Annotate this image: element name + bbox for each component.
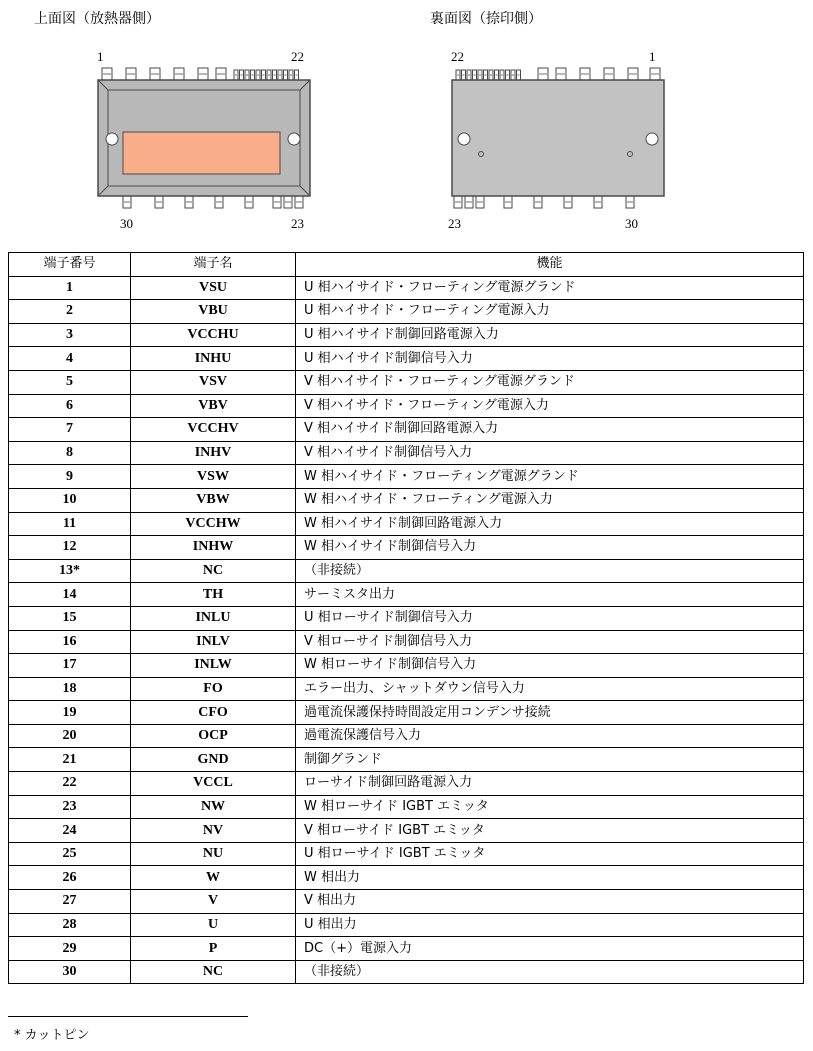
- pin-number-cell: 29: [9, 937, 131, 961]
- bottom-view-pin22-label: 22: [451, 49, 464, 64]
- pin-number-cell: 20: [9, 724, 131, 748]
- pin-name-cell: VCCHU: [131, 323, 296, 347]
- top-view-lower-pins: [123, 196, 303, 208]
- bottom-view-package-drawing: [444, 58, 674, 218]
- function-cell: V 相ハイサイド・フローティング電源グランド: [296, 370, 804, 394]
- pin-number-cell: 17: [9, 654, 131, 678]
- bottom-view-package-body: [452, 80, 664, 196]
- pin-number-cell: 6: [9, 394, 131, 418]
- bottom-view-label: 裏面図（捺印側）: [430, 11, 542, 27]
- pin-number-cell: 10: [9, 488, 131, 512]
- pin-number-cell: 21: [9, 748, 131, 772]
- table-row: [9, 512, 804, 536]
- heatsink-pad: [123, 132, 280, 174]
- pin-name-cell: INLV: [131, 630, 296, 654]
- function-cell: U 相ハイサイド・フローティング電源入力: [296, 300, 804, 324]
- function-cell: U 相ローサイド制御信号入力: [296, 606, 804, 630]
- pin-name-cell: INLW: [131, 654, 296, 678]
- function-cell: 過電流保護保持時間設定用コンデンサ接続: [296, 701, 804, 725]
- bottom-view-lower-pins: [454, 196, 634, 208]
- header-pin-name: 端子名: [131, 253, 296, 277]
- top-view-mounting-hole-left: [106, 133, 118, 145]
- pin-name-cell: INHU: [131, 347, 296, 371]
- top-view-pin23-label: 23: [291, 216, 304, 231]
- pin-name-cell: NV: [131, 819, 296, 843]
- table-row: [9, 394, 804, 418]
- function-cell: サーミスタ出力: [296, 583, 804, 607]
- top-view-mounting-hole-right: [288, 133, 300, 145]
- pin-number-cell: 2: [9, 300, 131, 324]
- table-row: [9, 488, 804, 512]
- function-cell: エラー出力、シャットダウン信号入力: [296, 677, 804, 701]
- pin-number-cell: 24: [9, 819, 131, 843]
- table-row: [9, 465, 804, 489]
- pin-name-cell: FO: [131, 677, 296, 701]
- pin-number-cell: 4: [9, 347, 131, 371]
- pin-number-cell: 7: [9, 418, 131, 442]
- function-cell: W 相ハイサイド制御信号入力: [296, 536, 804, 560]
- pin-number-cell: 13*: [9, 559, 131, 583]
- table-row: [9, 536, 804, 560]
- pin-number-cell: 5: [9, 370, 131, 394]
- table-row: [9, 748, 804, 772]
- bottom-view-pin30-label: 30: [625, 216, 638, 231]
- pin-number-cell: 12: [9, 536, 131, 560]
- table-row: [9, 960, 804, 984]
- pin-name-cell: VBW: [131, 488, 296, 512]
- pin-number-cell: 18: [9, 677, 131, 701]
- top-view-upper-pins: [102, 68, 299, 80]
- function-cell: U 相ハイサイド制御回路電源入力: [296, 323, 804, 347]
- function-cell: U 相出力: [296, 913, 804, 937]
- pin-number-cell: 28: [9, 913, 131, 937]
- pin-name-cell: CFO: [131, 701, 296, 725]
- top-view-pin30-label: 30: [120, 216, 133, 231]
- pin-number-cell: 8: [9, 441, 131, 465]
- table-row: [9, 583, 804, 607]
- table-row: [9, 866, 804, 890]
- table-row: [9, 276, 804, 300]
- pin-name-cell: NW: [131, 795, 296, 819]
- function-cell: （非接続）: [296, 960, 804, 984]
- pin-number-cell: 11: [9, 512, 131, 536]
- pin-name-cell: NU: [131, 842, 296, 866]
- pin-name-cell: TH: [131, 583, 296, 607]
- table-row: [9, 559, 804, 583]
- pin-name-cell: VSU: [131, 276, 296, 300]
- pin-name-cell: U: [131, 913, 296, 937]
- pin-number-cell: 30: [9, 960, 131, 984]
- function-cell: W 相出力: [296, 866, 804, 890]
- table-row: [9, 347, 804, 371]
- bottom-view-upper-pins: [456, 68, 660, 80]
- pin-name-cell: VBV: [131, 394, 296, 418]
- function-cell: W 相ハイサイド・フローティング電源グランド: [296, 465, 804, 489]
- footnote: * カットピン: [14, 1028, 90, 1043]
- pin-name-cell: GND: [131, 748, 296, 772]
- pin-number-cell: 1: [9, 276, 131, 300]
- footnote-rule: [8, 1016, 248, 1017]
- function-cell: ローサイド制御回路電源入力: [296, 772, 804, 796]
- top-view-pin22-label: 22: [291, 49, 304, 64]
- top-view-package-drawing: [90, 58, 320, 218]
- table-row: [9, 819, 804, 843]
- function-cell: 制御グランド: [296, 748, 804, 772]
- table-row: [9, 701, 804, 725]
- function-cell: U 相ハイサイド・フローティング電源グランド: [296, 276, 804, 300]
- function-cell: V 相ローサイド IGBT エミッタ: [296, 819, 804, 843]
- table-header-row: [9, 253, 804, 277]
- pin-number-cell: 25: [9, 842, 131, 866]
- table-row: [9, 890, 804, 914]
- table-row: [9, 677, 804, 701]
- pin-assignment-table: [8, 252, 804, 984]
- table-row: [9, 606, 804, 630]
- table-row: [9, 795, 804, 819]
- header-pin-number: 端子番号: [9, 253, 131, 277]
- table-row: [9, 724, 804, 748]
- function-cell: U 相ハイサイド制御信号入力: [296, 347, 804, 371]
- table-row: [9, 772, 804, 796]
- pin-name-cell: NC: [131, 559, 296, 583]
- pin-number-cell: 27: [9, 890, 131, 914]
- bottom-view-mounting-hole-left: [458, 133, 470, 145]
- function-cell: W 相ローサイド制御信号入力: [296, 654, 804, 678]
- pin-number-cell: 23: [9, 795, 131, 819]
- pin-name-cell: VCCHV: [131, 418, 296, 442]
- pin-name-cell: INLU: [131, 606, 296, 630]
- function-cell: V 相ハイサイド制御回路電源入力: [296, 418, 804, 442]
- function-cell: V 相ハイサイド制御信号入力: [296, 441, 804, 465]
- table-row: [9, 630, 804, 654]
- top-view-pin1-label: 1: [97, 49, 104, 64]
- pin-number-cell: 26: [9, 866, 131, 890]
- table-row: [9, 441, 804, 465]
- pin-name-cell: NC: [131, 960, 296, 984]
- pin-number-cell: 3: [9, 323, 131, 347]
- pin-number-cell: 14: [9, 583, 131, 607]
- table-row: [9, 654, 804, 678]
- pin-number-cell: 15: [9, 606, 131, 630]
- pin-number-cell: 22: [9, 772, 131, 796]
- bottom-view-pin23-label: 23: [448, 216, 461, 231]
- top-view-label: 上面図（放熱器側）: [34, 11, 160, 27]
- pin-name-cell: INHW: [131, 536, 296, 560]
- function-cell: W 相ローサイド IGBT エミッタ: [296, 795, 804, 819]
- function-cell: DC（+）電源入力: [296, 937, 804, 961]
- pin-number-cell: 16: [9, 630, 131, 654]
- table-row: [9, 300, 804, 324]
- function-cell: 過電流保護信号入力: [296, 724, 804, 748]
- pin-number-cell: 19: [9, 701, 131, 725]
- function-cell: V 相ローサイド制御信号入力: [296, 630, 804, 654]
- pin-name-cell: V: [131, 890, 296, 914]
- bottom-view-pin1-label: 1: [649, 49, 656, 64]
- table-row: [9, 370, 804, 394]
- pin-name-cell: VSW: [131, 465, 296, 489]
- function-cell: （非接続）: [296, 559, 804, 583]
- pin-name-cell: VSV: [131, 370, 296, 394]
- pin-name-cell: VCCL: [131, 772, 296, 796]
- table-row: [9, 937, 804, 961]
- table-row: [9, 913, 804, 937]
- pin-name-cell: OCP: [131, 724, 296, 748]
- header-function: 機能: [296, 253, 804, 277]
- table-row: [9, 418, 804, 442]
- table-row: [9, 842, 804, 866]
- pin-name-cell: W: [131, 866, 296, 890]
- function-cell: V 相ハイサイド・フローティング電源入力: [296, 394, 804, 418]
- pin-number-cell: 9: [9, 465, 131, 489]
- function-cell: W 相ハイサイド制御回路電源入力: [296, 512, 804, 536]
- bottom-view-mounting-hole-right: [646, 133, 658, 145]
- pin-name-cell: VCCHW: [131, 512, 296, 536]
- function-cell: V 相出力: [296, 890, 804, 914]
- function-cell: U 相ローサイド IGBT エミッタ: [296, 842, 804, 866]
- pin-name-cell: P: [131, 937, 296, 961]
- pin-name-cell: VBU: [131, 300, 296, 324]
- table-row: [9, 323, 804, 347]
- function-cell: W 相ハイサイド・フローティング電源入力: [296, 488, 804, 512]
- pin-name-cell: INHV: [131, 441, 296, 465]
